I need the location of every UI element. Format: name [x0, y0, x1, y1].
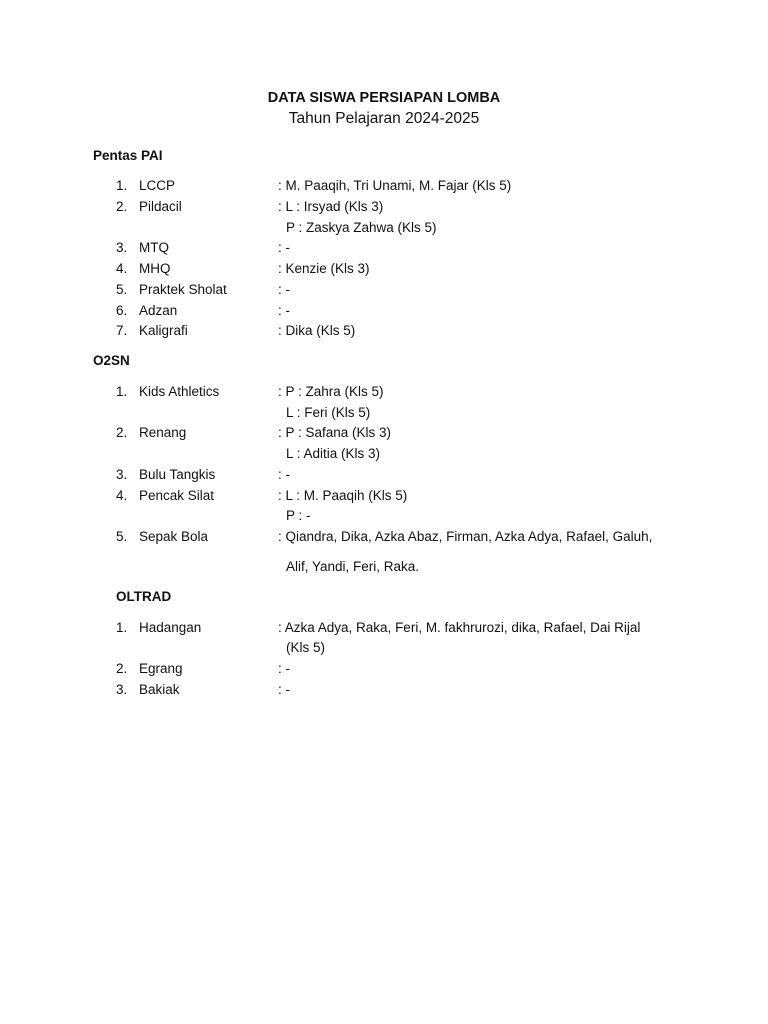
- list-item: [0, 619, 768, 637]
- item-label: Sepak Bola: [139, 529, 209, 544]
- list-item: [0, 239, 768, 257]
- item-label: Kids Athletics: [139, 384, 220, 399]
- item-number: 6.: [116, 303, 128, 318]
- list-item-continuation: [0, 445, 768, 463]
- item-value: : -: [278, 240, 290, 255]
- item-value: : -: [278, 282, 290, 297]
- list-item: [0, 260, 768, 278]
- item-value: : -: [278, 682, 290, 697]
- item-value-continuation: Alif, Yandi, Feri, Raka.: [286, 559, 420, 574]
- item-number: 1.: [116, 620, 128, 635]
- item-number: 4.: [116, 488, 128, 503]
- item-label: Adzan: [139, 303, 178, 318]
- list-item-continuation: [0, 507, 768, 525]
- list-item: [0, 198, 768, 216]
- item-number: 2.: [116, 661, 128, 676]
- item-value: : Dika (Kls 5): [278, 323, 356, 338]
- list-item: [0, 466, 768, 484]
- item-value: : -: [278, 661, 290, 676]
- item-value: : P : Safana (Kls 3): [278, 425, 392, 440]
- list-item: [0, 424, 768, 442]
- item-number: 5.: [116, 282, 128, 297]
- item-label: Bakiak: [139, 682, 180, 697]
- document-title: DATA SISWA PERSIAPAN LOMBA: [267, 90, 501, 106]
- item-label: MTQ: [139, 240, 169, 255]
- list-item: [0, 487, 768, 505]
- item-number: 2.: [116, 425, 128, 440]
- item-number: 5.: [116, 529, 128, 544]
- item-label: Bulu Tangkis: [139, 467, 216, 482]
- item-label: Egrang: [139, 661, 183, 676]
- item-value: : L : M. Paaqih (Kls 5): [278, 488, 408, 503]
- item-label: Kaligrafi: [139, 323, 188, 338]
- item-value: : Azka Adya, Raka, Feri, M. fakhrurozi, dika, Rafael, Dai Rijal: [278, 620, 641, 635]
- item-number: 1.: [116, 178, 128, 193]
- list-item-continuation: [0, 639, 768, 657]
- item-number: 4.: [116, 261, 128, 276]
- item-number: 2.: [116, 199, 128, 214]
- item-value: : -: [278, 303, 290, 318]
- item-label: Praktek Sholat: [139, 282, 227, 297]
- section-heading-oltrad: OLTRAD: [116, 589, 172, 604]
- item-label: LCCP: [139, 178, 176, 193]
- item-value-continuation: L : Aditia (Kls 3): [286, 446, 381, 461]
- document-subtitle: Tahun Pelajaran 2024-2025: [288, 110, 480, 127]
- item-label: Pildacil: [139, 199, 182, 214]
- list-item: [0, 383, 768, 401]
- list-item: [0, 281, 768, 299]
- item-value-continuation: P : Zaskya Zahwa (Kls 5): [286, 220, 437, 235]
- item-value-continuation: L : Feri (Kls 5): [286, 405, 371, 420]
- item-label: Hadangan: [139, 620, 202, 635]
- item-number: 7.: [116, 323, 128, 338]
- item-value-continuation: (Kls 5): [286, 640, 326, 655]
- list-item-continuation: [0, 558, 768, 576]
- item-value: : L : Irsyad (Kls 3): [278, 199, 384, 214]
- list-item-continuation: [0, 219, 768, 237]
- list-item: [0, 681, 768, 699]
- list-item-continuation: [0, 404, 768, 422]
- item-number: 3.: [116, 682, 128, 697]
- item-number: 1.: [116, 384, 128, 399]
- item-label: Renang: [139, 425, 187, 440]
- item-value: : Qiandra, Dika, Azka Abaz, Firman, Azka Adya, Rafael, Galuh,: [278, 529, 653, 544]
- item-value: : -: [278, 467, 290, 482]
- list-item: [0, 302, 768, 320]
- item-number: 3.: [116, 467, 128, 482]
- item-label: Pencak Silat: [139, 488, 215, 503]
- item-number: 3.: [116, 240, 128, 255]
- list-item: [0, 660, 768, 678]
- item-value-continuation: P : -: [286, 508, 311, 523]
- list-item: [0, 322, 768, 340]
- item-value: : Kenzie (Kls 3): [278, 261, 370, 276]
- item-value: : M. Paaqih, Tri Unami, M. Fajar (Kls 5): [278, 178, 512, 193]
- item-label: MHQ: [139, 261, 171, 276]
- list-item: [0, 528, 768, 546]
- section-heading-o2sn: O2SN: [93, 353, 130, 368]
- list-item: [0, 177, 768, 195]
- section-heading-pentas-pai: Pentas PAI: [93, 148, 163, 163]
- item-value: : P : Zahra (Kls 5): [278, 384, 384, 399]
